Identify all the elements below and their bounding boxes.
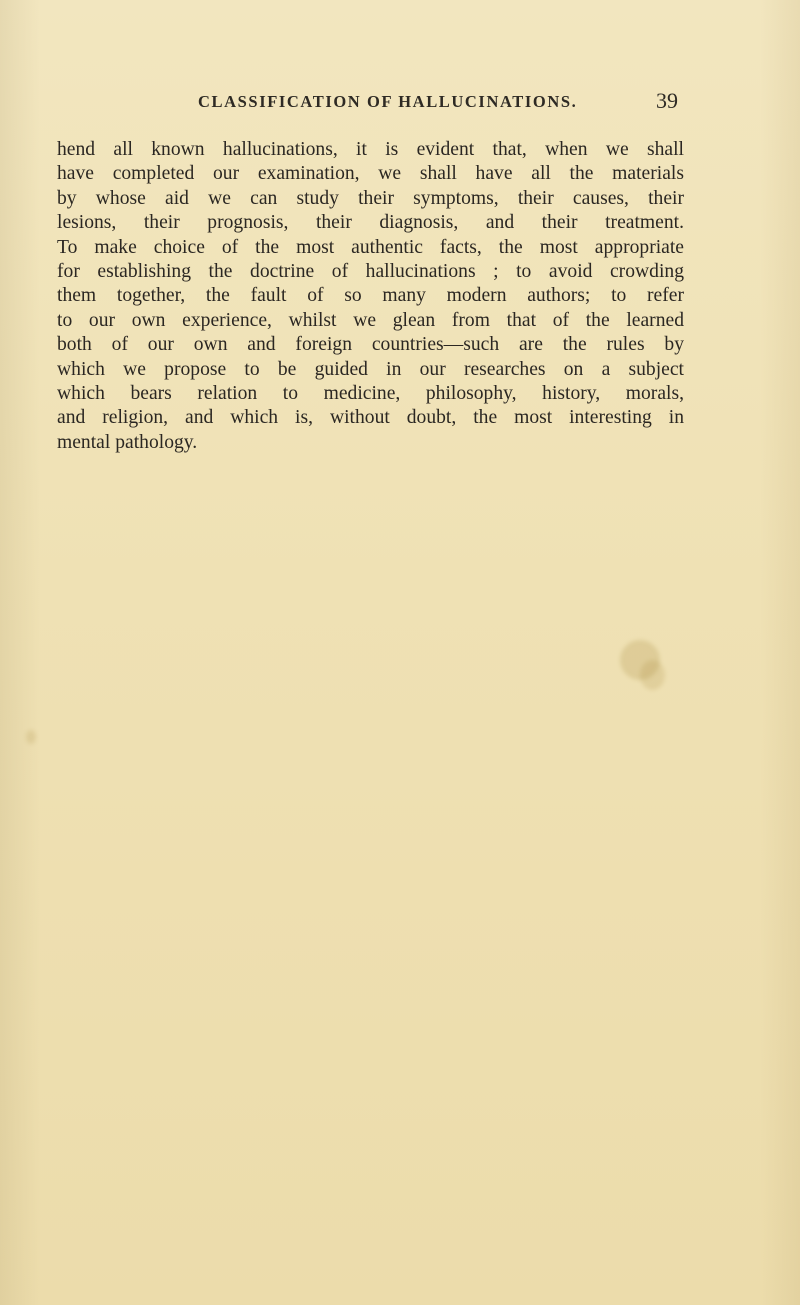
text-line: both of our own and foreign countries—such are the rules by xyxy=(57,334,684,356)
text-line: them together, the fault of so many modern authors; to refer xyxy=(57,285,684,307)
text-line: hend all known hallucinations, it is evident that, when we shall xyxy=(57,139,684,160)
text-line: by whose aid we can study their symptoms, their causes, their xyxy=(57,187,684,209)
text-line: for establishing the doctrine of hallucinations ; to avoid crowding xyxy=(57,260,684,282)
page-number: 39 xyxy=(656,88,678,113)
text-line: lesions, their prognosis, their diagnosis, and their treatment. xyxy=(57,212,684,234)
text-line: To make choice of the most authentic facts, the most appropriate xyxy=(57,236,684,258)
paper-stain xyxy=(640,660,665,690)
text-line: mental pathology. xyxy=(57,431,198,453)
page-header xyxy=(198,90,678,118)
text-line: have completed our examination, we shall have all the materials xyxy=(57,163,684,185)
paper-stain xyxy=(26,730,36,744)
paragraph xyxy=(57,138,684,455)
text-line: and religion, and which is, without doubt, the most interesting in xyxy=(57,407,684,429)
running-head: CLASSIFICATION OF HALLUCINATIONS. xyxy=(198,92,578,111)
text-line: which bears relation to medicine, philosophy, history, morals, xyxy=(57,382,684,404)
text-line: which we propose to be guided in our researches on a subject xyxy=(57,358,684,380)
text-line: to our own experience, whilst we glean from that of the learned xyxy=(57,309,684,331)
